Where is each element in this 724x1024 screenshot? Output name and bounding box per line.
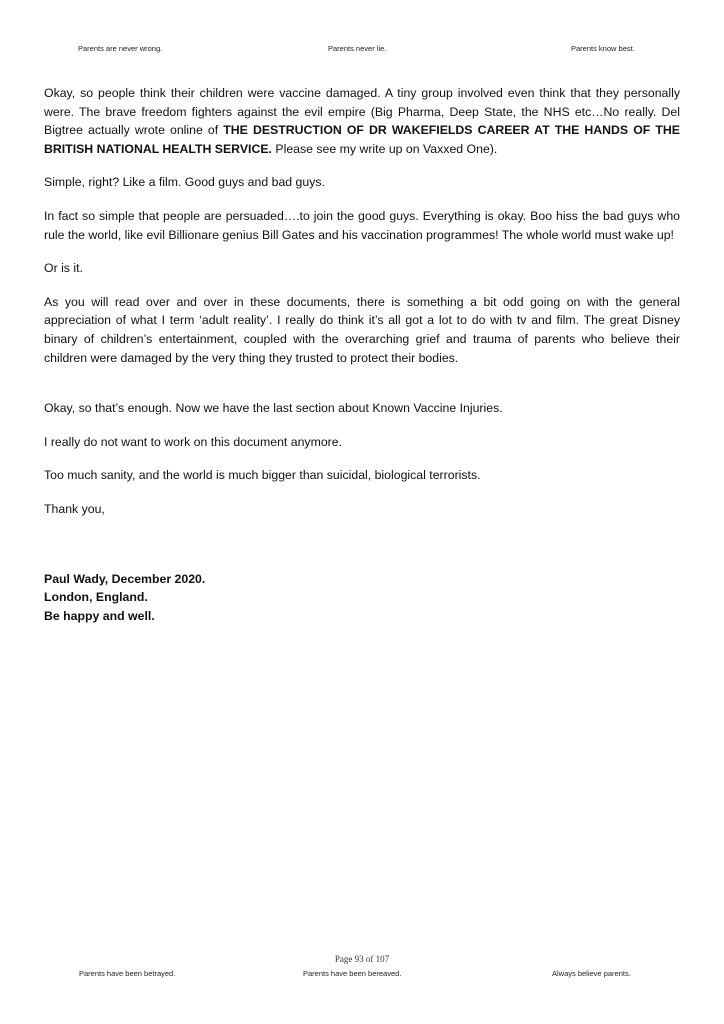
paragraph-1-bold-text: THE DESTRUCTION OF DR WAKEFIELDS CAREER AT THE HANDS OF THE BRITISH NATIONAL HEALTH SERVICE. bbox=[44, 123, 680, 156]
header-center-text: Parents never lie. bbox=[328, 44, 387, 53]
paragraph-9: Thank you, bbox=[44, 501, 105, 516]
paragraph-4: Or is it. bbox=[44, 261, 83, 276]
signature-block bbox=[44, 570, 205, 625]
paragraph-8: Too much sanity, and the world is much bigger than suicidal, biological terrorists. bbox=[44, 468, 481, 483]
signature-line-1: Paul Wady, December 2020. bbox=[44, 572, 206, 586]
paragraph-1-text: Okay, so people think their children were vaccine damaged. A tiny group involved even think that they personally were. The brave freedom fighters against the evil empire (Big Pharma, Deep State, the NHS etc…No really. Del Bigtree actually wrote online of bbox=[44, 86, 680, 138]
signature-line-2: London, England. bbox=[44, 590, 148, 605]
paragraph-6: Okay, so that’s enough. Now we have the last section about Known Vaccine Injuries. bbox=[44, 401, 503, 416]
paragraph-1-tail: Please see my write up on Vaxxed One). bbox=[271, 141, 498, 156]
document-body bbox=[44, 84, 680, 534]
signature-line-3: Be happy and well. bbox=[44, 608, 155, 623]
paragraph-5: As you will read over and over in these documents, there is something a bit odd going on with the general appreciation of what I term ‘adult reality’. I really do think it’s all got a lot to do with tv and film. The great Disney binary of children’s entertainment, coupled with the overarching grief and trauma of parents who believe their children were damaged by the very thing they trusted to protect their bodies. bbox=[44, 294, 680, 365]
footer-center-text: Parents have been bereaved. bbox=[303, 969, 402, 978]
paragraph-2: Simple, right? Like a film. Good guys and bad guys. bbox=[44, 175, 325, 190]
page-number: Page 93 of 107 bbox=[334, 954, 390, 964]
paragraph-7: I really do not want to work on this document anymore. bbox=[44, 434, 343, 449]
header-left-text: Parents are never wrong. bbox=[78, 44, 163, 53]
paragraph-3: In fact so simple that people are persuaded….to join the good guys. Everything is okay. Boo hiss the bad guys who rule the world, like evil Billionare genius Bill Gates and his vaccination programmes! The whole world must wake up! bbox=[44, 208, 680, 242]
footer-right-text: Always believe parents. bbox=[552, 969, 631, 978]
paragraph-1 bbox=[44, 84, 680, 158]
footer-left-text: Parents have been betrayed. bbox=[79, 969, 176, 978]
header-right-text: Parents know best. bbox=[571, 44, 635, 53]
